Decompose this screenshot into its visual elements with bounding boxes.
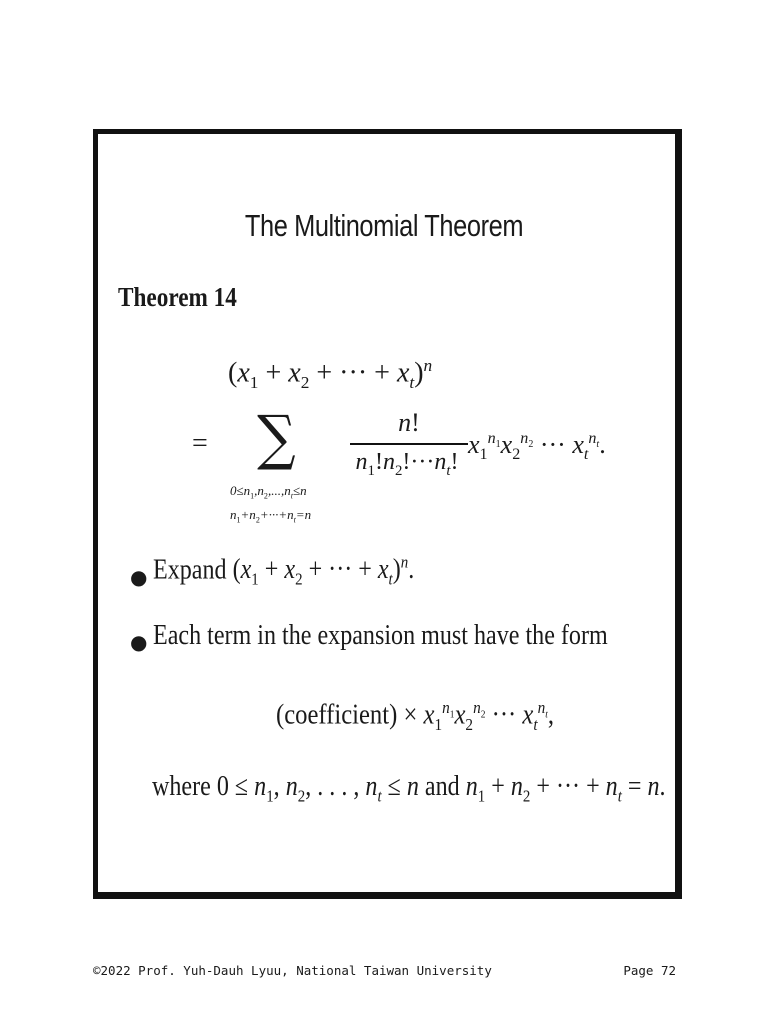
term-form: (coefficient) × $x_1^{n_1}x_2^{n_2}$ ··· $x_t^{n_t}$, bbox=[276, 698, 555, 734]
where-condition: where $0 \le n_1$, $n_2$, . . . , $n_t \le n$ and $n_1 + n_2$ + ··· + $n_t = n$. bbox=[152, 771, 666, 806]
fraction-bar bbox=[350, 443, 468, 445]
multinomial-fraction bbox=[350, 408, 468, 480]
fraction-denominator: $n_1!n_2!\cdot\cdot\cdot n_t$! bbox=[355, 449, 459, 479]
fraction-numerator: n! bbox=[398, 408, 420, 437]
equation-lhs: ($x_1 + x_2$ + ··· + $x_t)^n$ bbox=[228, 356, 433, 392]
and-label: and bbox=[424, 771, 460, 802]
equals-sign: = bbox=[192, 428, 208, 459]
slide-title: The Multinomial Theorem bbox=[244, 208, 524, 243]
bullet-2-marker: ● bbox=[130, 630, 148, 654]
bullet-1-text: Expand ($x_1 + x_2$ + ··· + $x_t)^n$. bbox=[153, 553, 415, 589]
bullet-1-label: Expand bbox=[153, 554, 227, 586]
bullet-2-text: Each term in the expansion must have the form bbox=[153, 620, 608, 651]
summation-symbol: ∑ bbox=[257, 403, 296, 473]
monomial-terms: $x_1^{n_1}x_2^{n_2}$ ··· $x_t^{n_t}$. bbox=[468, 430, 606, 464]
coefficient-label: (coefficient) bbox=[276, 699, 398, 731]
footer-copyright: ©2022 Prof. Yuh-Dauh Lyuu, National Taiwan University bbox=[93, 963, 492, 978]
where-label: where bbox=[152, 771, 211, 802]
theorem-label: Theorem 14 bbox=[118, 282, 237, 312]
sum-limit-2: $n_1+n_2+\cdot\cdot\cdot+n_t=n$ bbox=[230, 506, 312, 525]
footer-page-number: Page 72 bbox=[623, 963, 676, 978]
sum-limit-1: $0\le n_1,n_2,...,n_t\le n$ bbox=[230, 483, 307, 501]
bullet-1-marker: ● bbox=[130, 565, 148, 589]
sum-limits bbox=[230, 482, 311, 529]
